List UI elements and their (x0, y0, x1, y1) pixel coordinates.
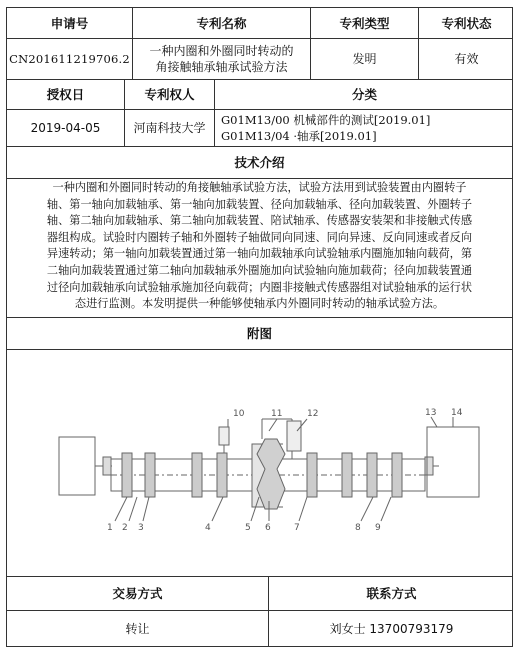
patent-status-value: 有效 (454, 52, 479, 66)
patent-type-value: 发明 (311, 38, 419, 79)
header-grant-date: 授权日 (7, 79, 125, 109)
figure-header-row (7, 317, 512, 350)
patent-info-table (6, 7, 513, 647)
figure-label-5: 5 (245, 523, 251, 533)
header-tech-intro: 技术介绍 (234, 155, 285, 170)
abstract-line: 器组构成。试验时内圈转子轴和外圈转子轴做同向同速、同向异速、反向同速或者反向 (46, 230, 473, 244)
abstract-text (7, 178, 512, 313)
header-patent-type: 专利类型 (311, 8, 419, 38)
abstract-line: 态进行监测。本发明提供一种能够使轴承内外圈同时转动的轴承试验方法。 (74, 297, 445, 311)
abstract-line: 二轴向加载装置通过第二轴向加载轴承外圈施加向试验轴向施加载荷；径向加载装置通 (46, 263, 473, 277)
header-patent-name: 专利名称 (133, 8, 311, 38)
figure-label-11: 11 (271, 409, 283, 419)
value-row-1 (7, 38, 512, 80)
figure-label-10: 10 (233, 409, 245, 419)
figure-label-13: 13 (425, 408, 437, 418)
figure-row (7, 349, 512, 577)
trade-method-value: 转让 (7, 610, 269, 647)
classification-line-2: G01M13/04 ·轴承[2019.01] (221, 128, 377, 143)
header-figure: 附图 (246, 326, 272, 341)
right-coupling (425, 457, 433, 475)
figure-label-9: 9 (375, 523, 381, 533)
trade-value-row (7, 610, 512, 647)
left-coupling (103, 457, 111, 475)
abstract-line: 异速转动；第一轴向加载装置通过第一轴向加载轴承向试验轴承内圈施加轴向载荷，第 (46, 247, 473, 261)
classification-value (215, 109, 514, 146)
abstract-row (7, 178, 512, 318)
patent-name-line-2: 角接触轴承轴承试验方法 (155, 59, 288, 74)
abstract-line: 过径向加载轴承向试验轴承施加径向载荷；内圈非接触式传感器组对试验轴承的运行状 (46, 280, 473, 294)
figure-label-3: 3 (138, 523, 144, 533)
header-patentee: 专利权人 (125, 79, 215, 109)
figure-label-12: 12 (307, 409, 319, 419)
figure-label-4: 4 (205, 523, 211, 533)
contact-value: 刘女士 13700793179 (329, 622, 454, 636)
value-row-2 (7, 109, 512, 147)
abstract-line: 轴、第一轴向加载轴承、第一轴向加载装置、径向加载轴承、径向加载装置、外圈转子 (46, 197, 473, 211)
abstract-line: 一种内圈和外圈同时转动的角接触轴承试验方法，试验方法用到试验装置由内圈转子 (52, 181, 467, 194)
patent-name-value (133, 38, 311, 79)
application-no-value: CN201611219706.2 (7, 38, 133, 79)
test-rig-drawing (7, 349, 512, 575)
trade-header-row (7, 576, 512, 611)
patentee-value: 河南科技大学 (125, 109, 215, 146)
right-motor-shape (427, 427, 479, 497)
figure-label-1: 1 (107, 523, 113, 533)
header-classification: 分类 (351, 87, 377, 102)
classification-line-1: G01M13/00 机械部件的测试[2019.01] (221, 112, 431, 127)
header-contact: 联系方式 (366, 586, 417, 601)
patent-name-line-1: 一种内圈和外圈同时转动的 (149, 43, 294, 58)
figure-label-14: 14 (451, 408, 463, 418)
figure-label-2: 2 (122, 523, 128, 533)
figure-label-6: 6 (265, 523, 271, 533)
header-trade-method: 交易方式 (7, 576, 269, 610)
tech-intro-header-row (7, 146, 512, 179)
left-motor-shape (59, 437, 95, 495)
abstract-line: 轴、第二轴向加载轴承、第二轴向加载装置、陪试轴承、传感器安装架和非接触式传感 (46, 214, 473, 228)
header-patent-status: 专利状态 (441, 16, 492, 31)
header-application-no: 申请号 (7, 8, 133, 38)
figure-label-7: 7 (294, 523, 300, 533)
figure-label-8: 8 (355, 523, 361, 533)
grant-date-value: 2019-04-05 (7, 109, 125, 146)
header-row-2 (7, 79, 512, 110)
header-row-1 (7, 8, 512, 39)
